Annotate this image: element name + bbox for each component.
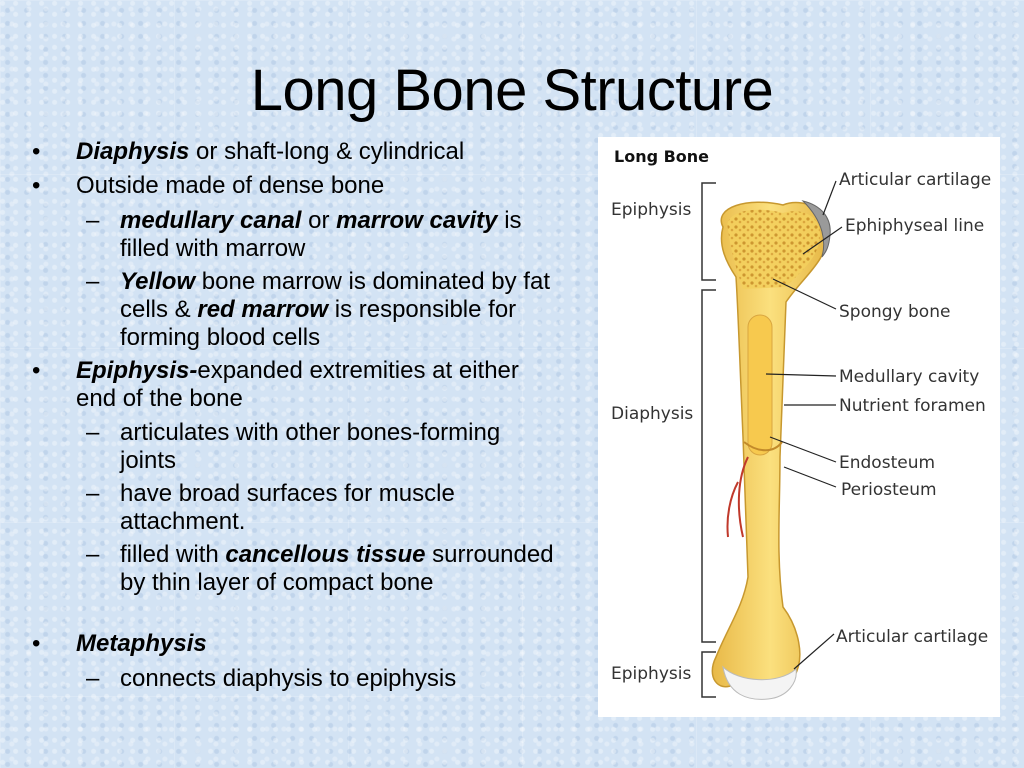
bullet-outside: • Outside made of dense bone bbox=[32, 172, 385, 199]
bullet-epiphysis: • Epiphysis-expanded extremities at either end of the bone bbox=[32, 357, 519, 412]
label-spongy-bone: Spongy bone bbox=[839, 302, 951, 322]
label-periosteum: Periosteum bbox=[841, 480, 937, 500]
bullet-marker: • bbox=[32, 172, 41, 199]
bracket-epiphysis-top bbox=[702, 183, 716, 280]
subbullet-connects: – connects diaphysis to epiphysis bbox=[86, 665, 457, 692]
bullet-marker: • bbox=[32, 357, 41, 384]
label-nutrient-foramen: Nutrient foramen bbox=[839, 396, 986, 416]
dash-marker: – bbox=[86, 207, 100, 234]
bullet-marker: • bbox=[32, 138, 41, 165]
subbullet-yellow-marrow: – Yellow bone marrow is dominated by fat cells & red marrow is responsible for forming blood cells bbox=[86, 268, 550, 351]
bullet-marker: • bbox=[32, 630, 41, 657]
bullet-diaphysis: • Diaphysis or shaft-long & cylindrical bbox=[32, 138, 465, 165]
bullet-metaphysis: • Metaphysis bbox=[32, 630, 207, 657]
label-epiphysis-bottom: Epiphysis bbox=[611, 664, 692, 684]
label-diaphysis: Diaphysis bbox=[611, 404, 694, 424]
label-epiphysis-top: Epiphysis bbox=[611, 200, 692, 220]
dash-marker: – bbox=[86, 268, 100, 295]
subbullet-broad-surfaces: – have broad surfaces for muscle attachment. bbox=[86, 480, 455, 535]
label-epiphyseal-line: Ephiphyseal line bbox=[845, 216, 985, 236]
subbullet-medullary: – medullary canal or marrow cavity is filled with marrow bbox=[86, 207, 522, 262]
medullary-cavity-shape bbox=[748, 315, 772, 455]
dash-marker: – bbox=[86, 419, 100, 446]
label-medullary-cavity: Medullary cavity bbox=[839, 367, 980, 387]
figure-heading: Long Bone bbox=[614, 147, 710, 166]
dash-marker: – bbox=[86, 480, 100, 507]
dash-marker: – bbox=[86, 665, 100, 692]
slide-title: Long Bone Structure bbox=[250, 58, 774, 123]
label-articular-cartilage-top: Articular cartilage bbox=[839, 170, 992, 190]
label-endosteum: Endosteum bbox=[839, 453, 936, 473]
dash-marker: – bbox=[86, 541, 100, 568]
label-articular-cartilage-bottom: Articular cartilage bbox=[836, 627, 989, 647]
bracket-diaphysis bbox=[702, 290, 716, 642]
subbullet-cancellous: – filled with cancellous tissue surrounded by thin layer of compact bone bbox=[86, 541, 554, 596]
long-bone-diagram bbox=[598, 137, 1000, 717]
long-bone-figure bbox=[598, 137, 1000, 717]
subbullet-articulates: – articulates with other bones-forming joints bbox=[86, 419, 501, 474]
